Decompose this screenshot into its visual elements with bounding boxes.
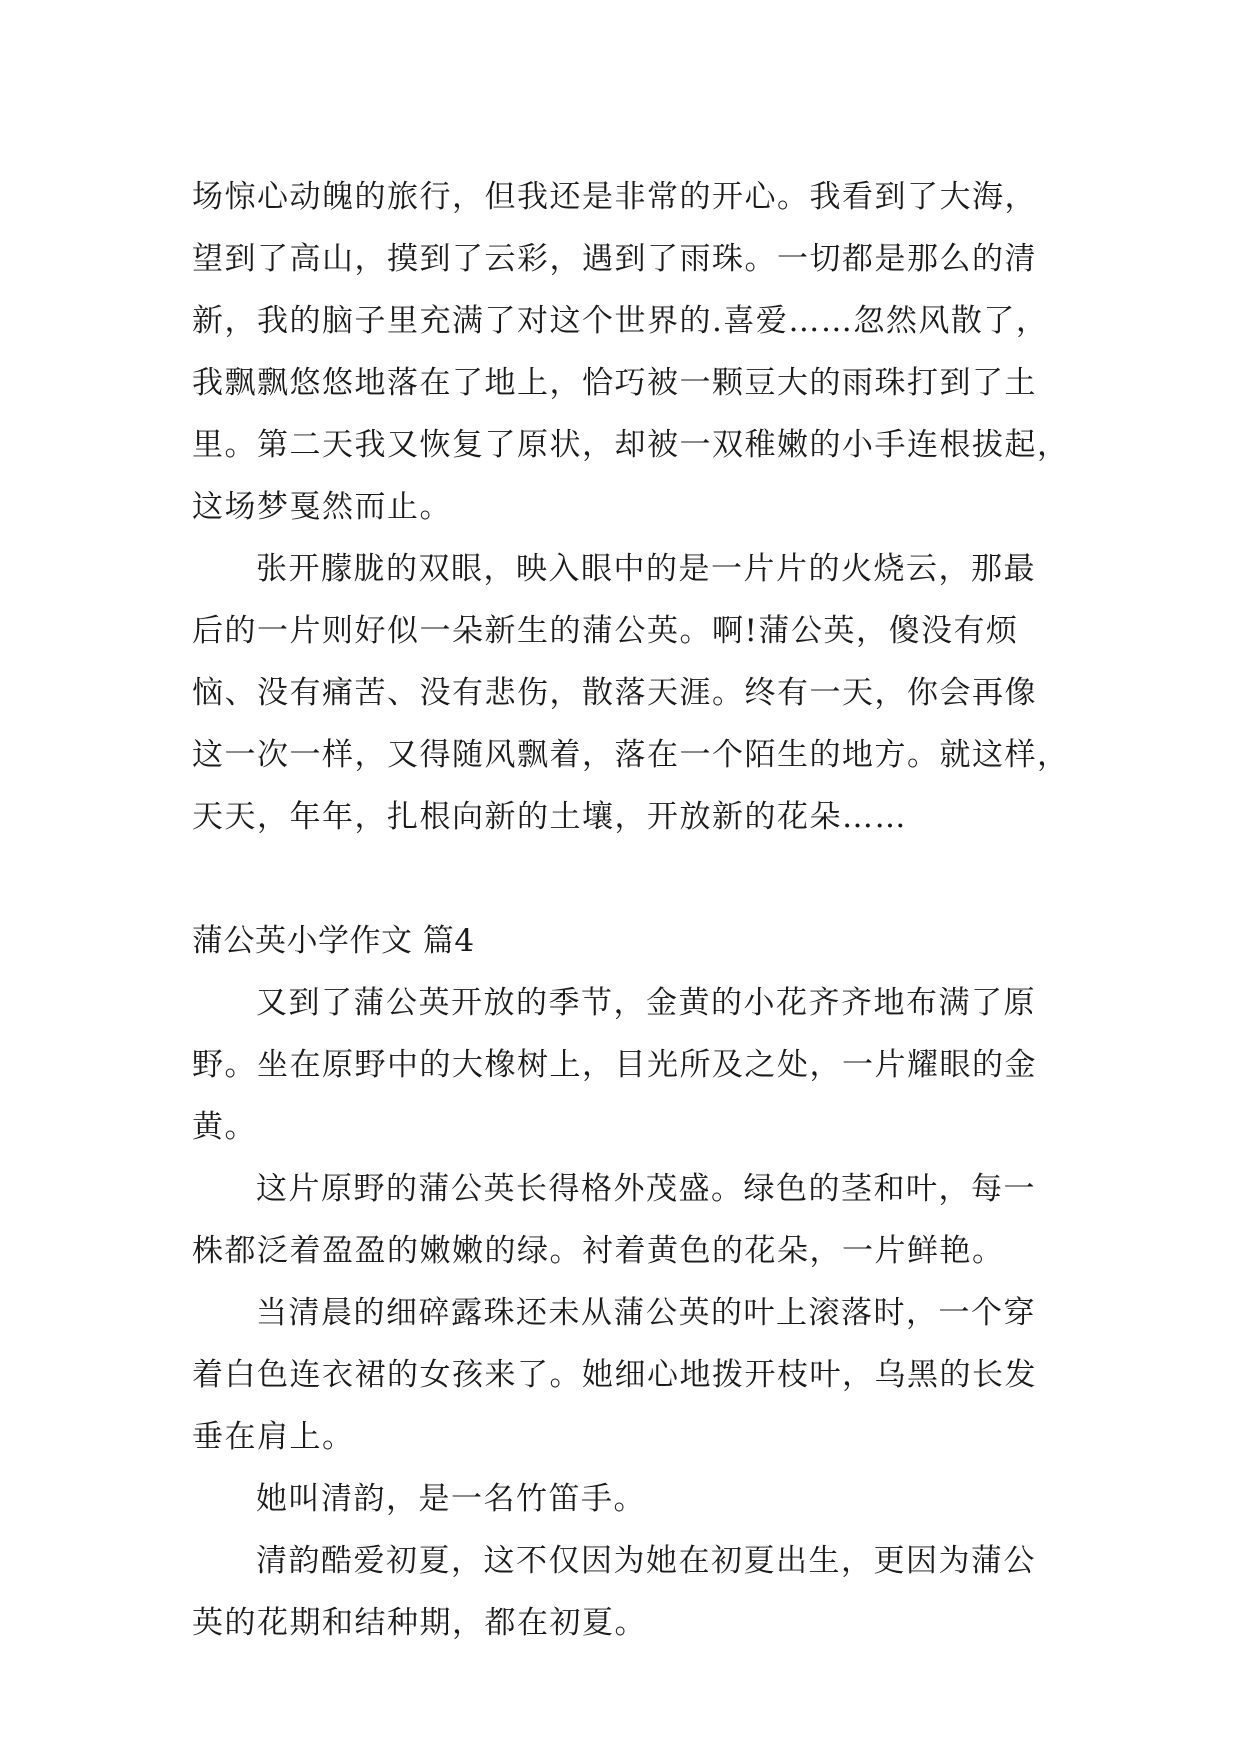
text-line: 这场梦戛然而止。: [192, 489, 452, 525]
text-line: 当清晨的细碎露珠还未从蒲公英的叶上滚落时，一个穿: [256, 1295, 1036, 1331]
text-line: 黄。: [192, 1109, 257, 1145]
paragraph: [192, 1468, 1058, 1530]
text-line: 清韵酷爱初夏，这不仅因为她在初夏出生，更因为蒲公: [256, 1543, 1036, 1579]
text-line: 又到了蒲公英开放的季节，金黄的小花齐齐地布满了原: [256, 985, 1036, 1021]
section-heading: 蒲公英小学作文 篇4: [192, 923, 475, 959]
text-line: 着白色连衣裙的女孩来了。她细心地拨开枝叶，乌黑的长发: [192, 1357, 1037, 1393]
paragraph: [192, 972, 1058, 1158]
document-body: [192, 166, 1070, 1654]
text-line: 里。第二天我又恢复了原状，却被一双稚嫩的小手连根拔起，: [192, 427, 1070, 463]
text-line: 天天，年年，扎根向新的土壤，开放新的花朵……: [192, 799, 907, 835]
text-line: 新，我的脑子里充满了对这个世界的.喜爱……忽然风散了，: [192, 303, 1049, 339]
paragraph: [192, 538, 1070, 848]
text-line: 英的花期和结种期，都在初夏。: [192, 1605, 647, 1641]
text-line: 株都泛着盈盈的嫩嫩的绿。衬着黄色的花朵，一片鲜艳。: [192, 1233, 1005, 1269]
text-line: 这一次一样，又得随风飘着，落在一个陌生的地方。就这样，: [192, 737, 1070, 773]
paragraph: [192, 1530, 1058, 1654]
paragraph-continuation: [192, 166, 1070, 538]
text-line: 后的一片则好似一朵新生的蒲公英。啊!蒲公英，傻没有烦: [192, 613, 1019, 649]
text-line: 张开朦胧的双眼，映入眼中的是一片片的火烧云，那最: [256, 551, 1036, 587]
text-line: 垂在肩上。: [192, 1419, 355, 1455]
blank-line: [192, 848, 1058, 910]
text-line: 场惊心动魄的旅行，但我还是非常的开心。我看到了大海，: [192, 179, 1037, 215]
text-line: 望到了高山，摸到了云彩，遇到了雨珠。一切都是那么的清: [192, 241, 1037, 277]
text-line: 恼、没有痛苦、没有悲伤，散落天涯。终有一天，你会再像: [192, 675, 1037, 711]
text-line: 野。坐在原野中的大橡树上，目光所及之处，一片耀眼的金: [192, 1047, 1037, 1083]
text-line: 我飘飘悠悠地落在了地上，恰巧被一颗豆大的雨珠打到了土: [192, 365, 1037, 401]
text-line: 她叫清韵，是一名竹笛手。: [256, 1481, 646, 1517]
paragraph: [192, 1158, 1058, 1282]
paragraph: [192, 1282, 1058, 1468]
text-line: 这片原野的蒲公英长得格外茂盛。绿色的茎和叶，每一: [256, 1171, 1036, 1207]
